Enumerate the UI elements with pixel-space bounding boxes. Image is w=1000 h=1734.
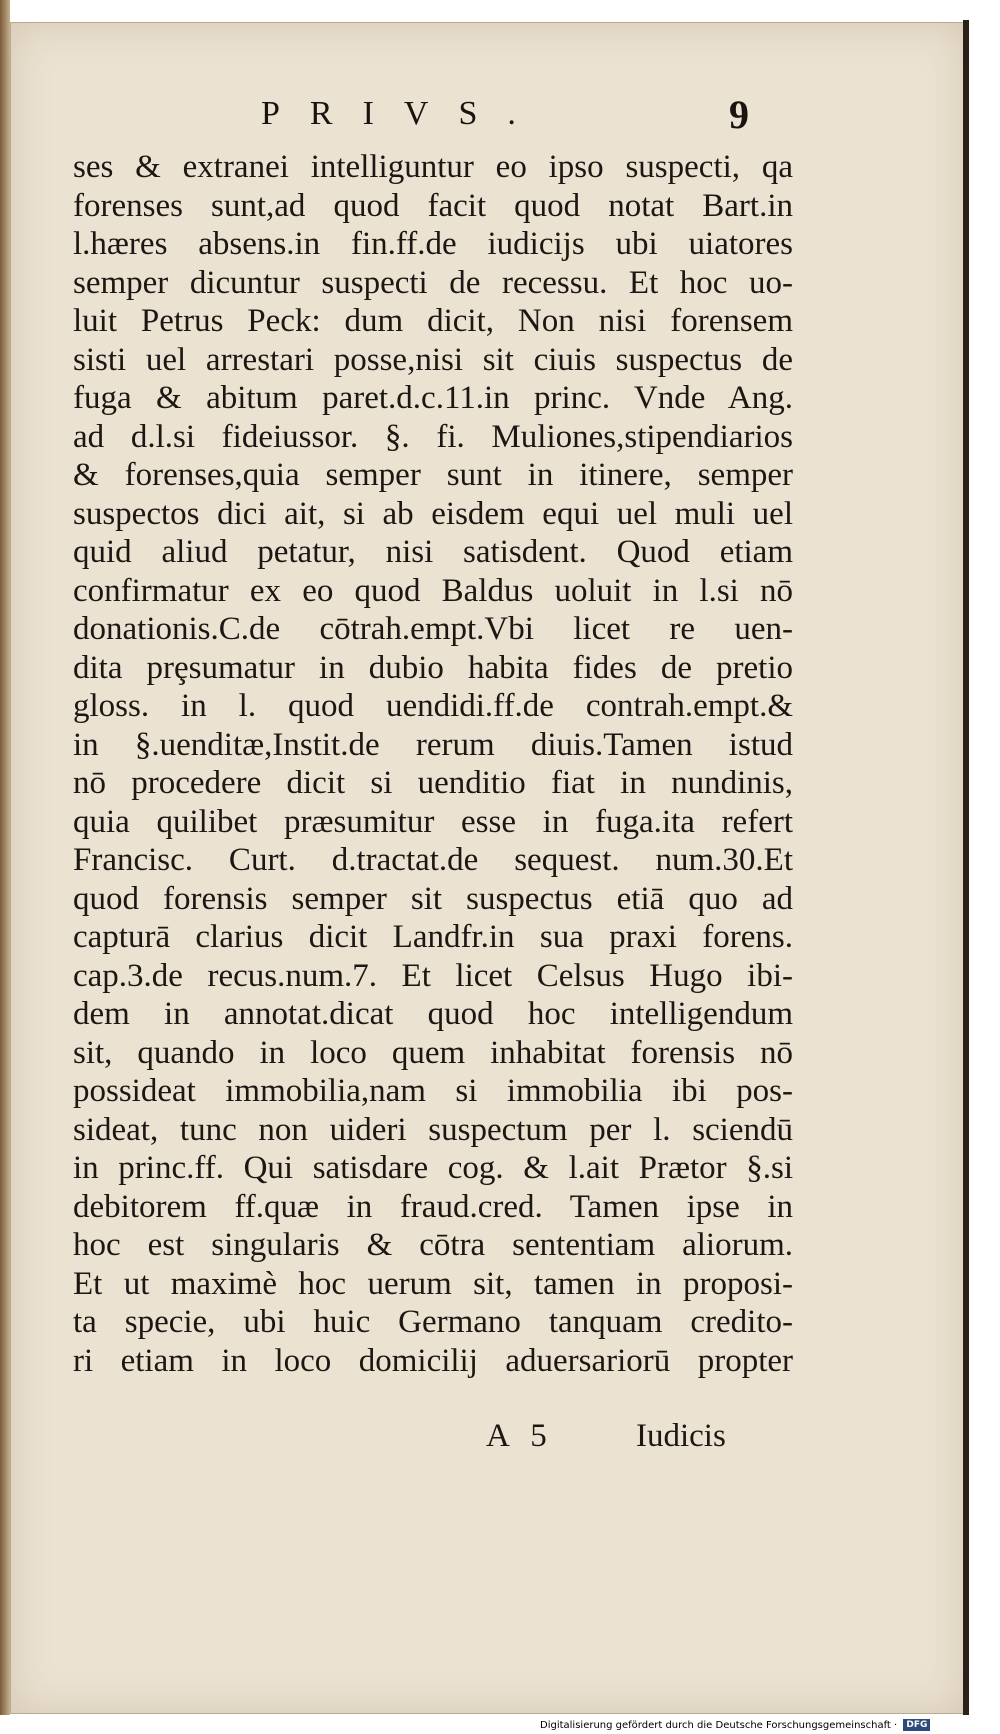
text-line: suspectos dici ait, si ab eisdem equi uel muli uel [73, 495, 793, 532]
text-line: in princ.ff. Qui satisdare cog. & l.ait Prætor §.si [73, 1150, 793, 1186]
funding-text: Digitalisierung gefördert durch die Deutsche Forschungsgemeinschaft [540, 1720, 891, 1731]
dfg-logo: DFG [903, 1719, 930, 1731]
catchword: Iudicis [636, 1418, 726, 1454]
text-line: dem in annotat.dicat quod hoc intelligendum [73, 996, 793, 1032]
book-page [10, 22, 965, 1714]
text-line: & forenses,quia semper sunt in itinere, semper [73, 457, 793, 493]
text-line: confirmatur ex eo quod Baldus uoluit in l.si nō [73, 572, 793, 609]
funding-notice: Digitalisierung gefördert durch die Deutsche Forschungsgemeinschaft · DFG [540, 1718, 1000, 1734]
text-line: cap.3.de recus.num.7. Et licet Celsus Hugo ibi- [73, 957, 793, 994]
text-body [73, 148, 793, 1380]
text-line: Francisc. Curt. d.tractat.de sequest. num.30.Et [73, 842, 793, 878]
text-line: sit, quando in loco quem inhabitat forensis nō [73, 1034, 793, 1071]
text-line: quia quilibet præsumitur esse in fuga.ita refert [73, 803, 793, 840]
text-line: forenses sunt,ad quod facit quod notat Bart.in [73, 187, 793, 224]
text-line: quod forensis semper sit suspectus etiā quo ad [73, 880, 793, 917]
text-line: ri etiam in loco domicilij aduersariorū propter [73, 1342, 793, 1379]
text-line: dita prȩsumatur in dubio habita fides de pretio [73, 649, 793, 686]
text-line: Et ut maximè hoc uerum sit, tamen in proposi- [73, 1265, 793, 1302]
folio-number: 9 [729, 92, 749, 137]
text-line: debitorem ff.quæ in fraud.cred. Tamen ipse in [73, 1188, 793, 1225]
text-line: donationis.C.de cōtrah.empt.Vbi licet re uen- [73, 611, 793, 647]
text-line: capturā clarius dicit Landfr.in sua praxi forens. [73, 919, 793, 955]
text-line: fuga & abitum paret.d.c.11.in princ. Vnde Ang. [73, 380, 793, 416]
text-line: ses & extranei intelliguntur eo ipso suspecti, qa [73, 149, 793, 185]
text-line: gloss. in l. quod uendidi.ff.de contrah.empt.& [73, 688, 793, 724]
page-footer [11, 1418, 964, 1462]
page-right-edge [963, 20, 969, 1715]
book-spine-edge [0, 0, 10, 1715]
text-line: ta specie, ubi huic Germano tanquam credito- [73, 1304, 793, 1340]
text-line: in §.uenditæ,Instit.de rerum diuis.Tamen istud [73, 726, 793, 763]
text-line: l.hæres absens.in fin.ff.de iudicijs ubi uiatores [73, 226, 793, 262]
text-line: possideat immobilia,nam si immobilia ibi pos- [73, 1073, 793, 1109]
page-header [11, 92, 964, 145]
text-line: semper dicuntur suspecti de recessu. Et hoc uo- [73, 264, 793, 301]
running-head: PRIVS. [261, 95, 546, 132]
signature-mark: A 5 [486, 1418, 547, 1454]
text-line: luit Petrus Peck: dum dicit, Non nisi forensem [73, 303, 793, 339]
text-line: nō procedere dicit si uenditio fiat in nundinis, [73, 765, 793, 801]
text-line: sideat, tunc non uideri suspectum per l. sciendū [73, 1111, 793, 1148]
text-line: ad d.l.si fideiussor. §. fi. Muliones,stipendiarios [73, 418, 793, 455]
text-line: sisti uel arrestari posse,nisi sit ciuis suspectus de [73, 341, 793, 378]
text-line: hoc est singularis & cōtra sententiam aliorum. [73, 1227, 793, 1263]
text-line: quid aliud petatur, nisi satisdent. Quod etiam [73, 534, 793, 570]
